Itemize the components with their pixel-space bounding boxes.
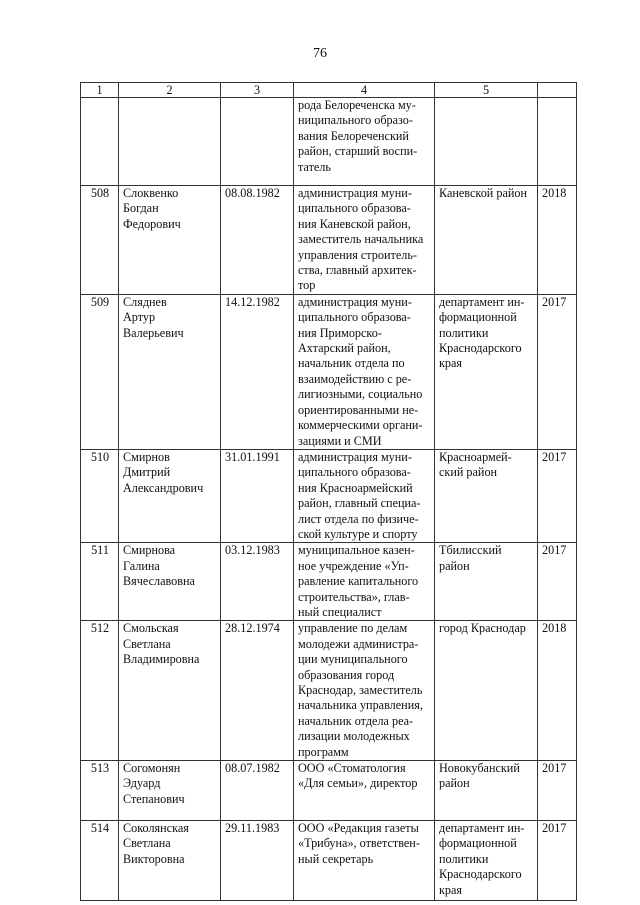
table-row (81, 449, 577, 542)
cell-recommender: Каневской район (435, 186, 538, 295)
cell-name: Согомонян Эдуард Степанович (119, 761, 221, 821)
registry-table (80, 82, 577, 901)
cell-position: ООО «Стоматология «Для семьи», директор (294, 761, 435, 821)
cell-birthdate: 14.12.1982 (221, 294, 294, 449)
cell-birthdate: 03.12.1983 (221, 543, 294, 621)
cell-birthdate: 08.07.1982 (221, 761, 294, 821)
cell-year: 2018 (538, 621, 577, 761)
cell-name: Смольская Светлана Владимировна (119, 621, 221, 761)
table-row (81, 294, 577, 449)
cell-birthdate (221, 98, 294, 186)
cell-birthdate: 28.12.1974 (221, 621, 294, 761)
cell-position: администрация муни- ципального образова- ния Каневской район, заместитель начальника управления строитель- ства, главный архитек- тор (294, 186, 435, 295)
cell-position: ООО «Редакция газеты «Трибуна», ответствен- ный секретарь (294, 821, 435, 901)
cell-name: Смирнов Дмитрий Александрович (119, 449, 221, 542)
column-header: 3 (221, 83, 294, 98)
cell-recommender: Красноармей- ский район (435, 449, 538, 542)
cell-recommender: департамент ин- формационной политики Краснодарского края (435, 294, 538, 449)
cell-year: 2017 (538, 449, 577, 542)
cell-position: рода Белореченска му- ниципального образо- вания Белореченский район, старший воспи- татель (294, 98, 435, 186)
cell-birthdate: 31.01.1991 (221, 449, 294, 542)
cell-number: 509 (81, 294, 119, 449)
page-number: 76 (313, 46, 327, 61)
table-header-row (81, 83, 577, 98)
table-row (81, 821, 577, 901)
cell-number: 510 (81, 449, 119, 542)
cell-year: 2017 (538, 294, 577, 449)
cell-position: управление по делам молодежи администра- ции муниципального образования город Краснодар, заместитель начальника управления, начальник отдела реа- лизации молодежных программ (294, 621, 435, 761)
cell-recommender: Новокубанский район (435, 761, 538, 821)
cell-position: администрация муни- ципального образова- ния Приморско- Ахтарский район, начальник отдела по взаимодействию с ре- лигиозными, социально ориентированными не- коммерческими органи- зациями и СМИ (294, 294, 435, 449)
cell-year: 2017 (538, 821, 577, 901)
cell-position: администрация муни- ципального образова- ния Красноармейский район, главный специа- лист отдела по физиче- ской культуре и спорту (294, 449, 435, 542)
table-row (81, 543, 577, 621)
column-header: 5 (435, 83, 538, 98)
cell-recommender (435, 98, 538, 186)
cell-birthdate: 29.11.1983 (221, 821, 294, 901)
cell-number (81, 98, 119, 186)
cell-number: 513 (81, 761, 119, 821)
table-row-continuation (81, 98, 577, 186)
cell-name (119, 98, 221, 186)
cell-year (538, 98, 577, 186)
cell-name: Смирнова Галина Вячеславовна (119, 543, 221, 621)
cell-recommender: департамент ин- формационной политики Краснодарского края (435, 821, 538, 901)
cell-number: 514 (81, 821, 119, 901)
cell-name: Слоквенко Богдан Федорович (119, 186, 221, 295)
cell-number: 512 (81, 621, 119, 761)
column-header (538, 83, 577, 98)
cell-year: 2018 (538, 186, 577, 295)
cell-name: Сляднев Артур Валерьевич (119, 294, 221, 449)
table-row (81, 186, 577, 295)
cell-year: 2017 (538, 761, 577, 821)
cell-position: муниципальное казен- ное учреждение «Уп- равление капитального строительства», глав- ный специалист (294, 543, 435, 621)
cell-birthdate: 08.08.1982 (221, 186, 294, 295)
cell-number: 511 (81, 543, 119, 621)
column-header: 1 (81, 83, 119, 98)
cell-recommender: Тбилисский район (435, 543, 538, 621)
column-header: 4 (294, 83, 435, 98)
table-row (81, 761, 577, 821)
column-header: 2 (119, 83, 221, 98)
cell-recommender: город Краснодар (435, 621, 538, 761)
cell-year: 2017 (538, 543, 577, 621)
table-row (81, 621, 577, 761)
cell-name: Соколянская Светлана Викторовна (119, 821, 221, 901)
cell-number: 508 (81, 186, 119, 295)
